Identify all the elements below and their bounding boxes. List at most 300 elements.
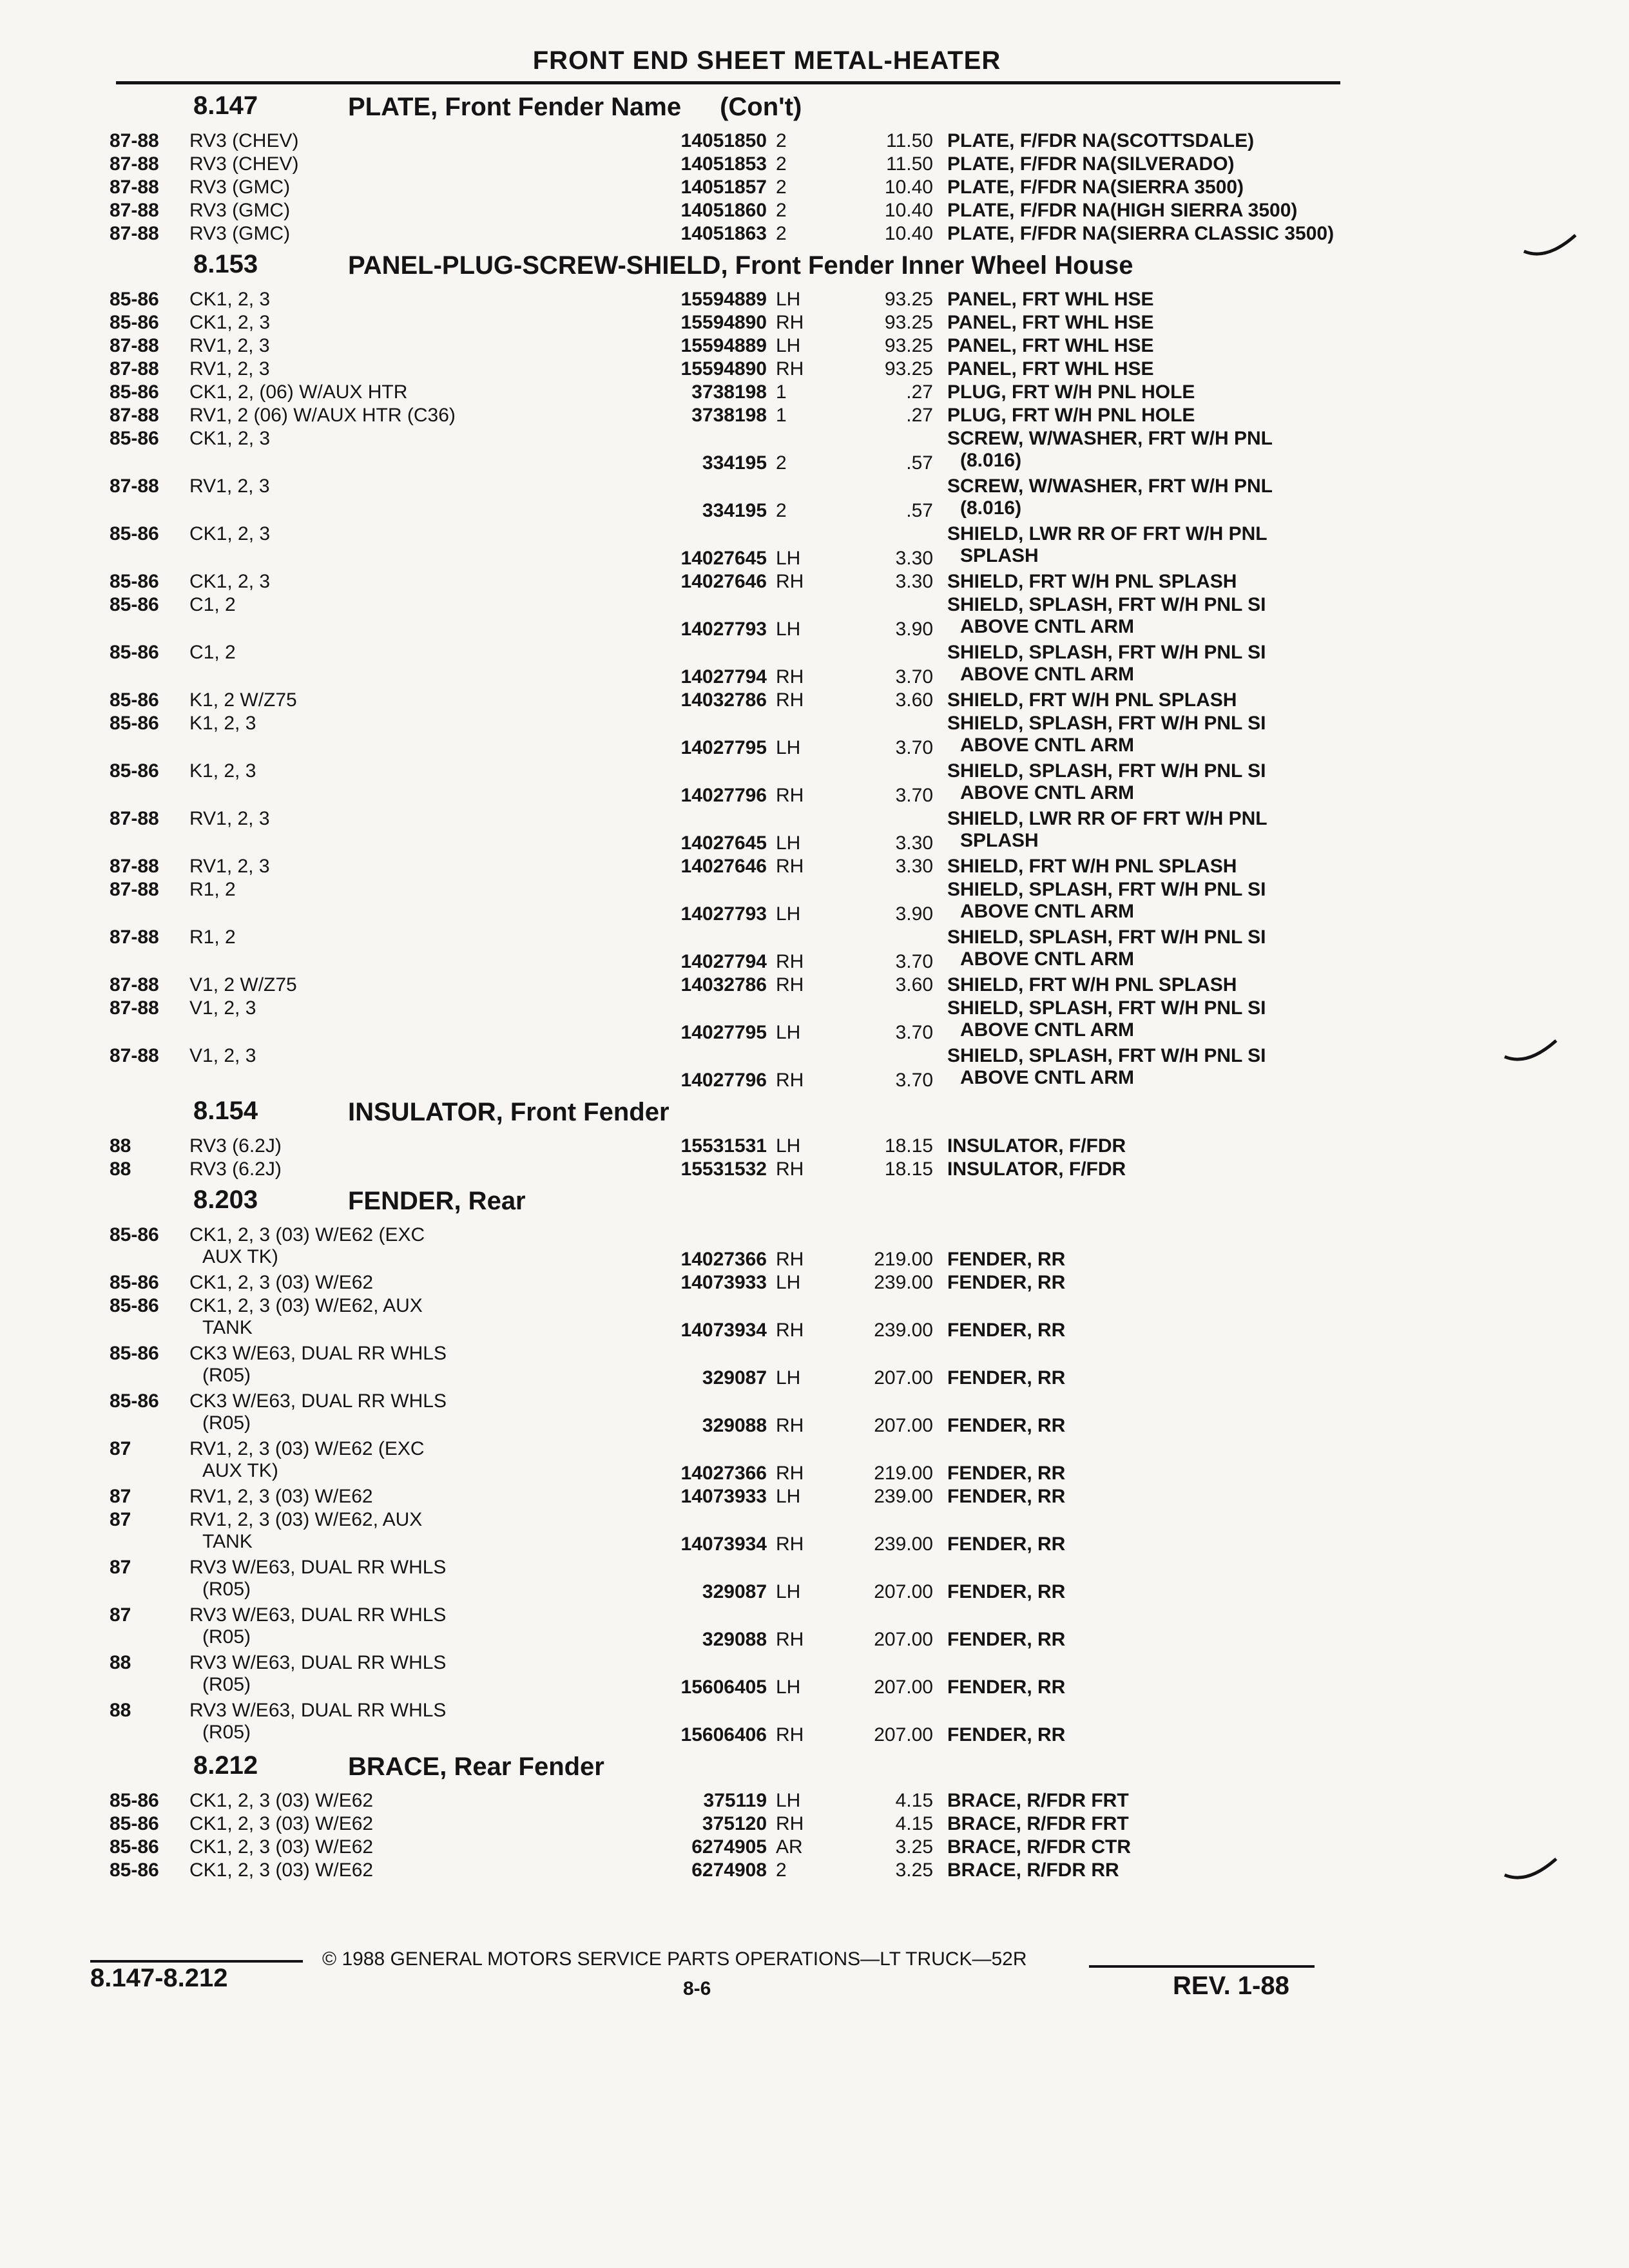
quantity-side: LH [776,1367,801,1389]
application-description [189,713,602,735]
application-text: CK1, 2, 3 [189,571,271,592]
part-name-text: SHIELD, SPLASH, FRT W/H PNL SI [947,594,1266,615]
model-years: 85-86 [110,594,159,615]
parts-row [110,1509,1334,1557]
quantity-side: RH [776,689,804,711]
part-number: 15606406 [680,1724,767,1745]
quantity-side: 2 [776,452,787,474]
model-years: 85-86 [110,571,159,592]
part-number: 14032786 [680,689,767,711]
application-text: RV1, 2, 3 [189,808,270,829]
part-number: 14073933 [680,1486,767,1507]
part-name: PLATE, F/FDR NA(SIERRA CLASSIC 3500) [947,223,1335,244]
model-years: 87-88 [110,808,159,829]
quantity-side: RH [776,856,804,877]
price: 3.25 [895,1860,933,1881]
model-years: 87 [110,1604,131,1626]
model-years: 88 [110,1700,131,1721]
part-name: FENDER, RR [947,1272,1066,1293]
price: 3.70 [895,666,933,687]
part-name: SHIELD, FRT W/H PNL SPLASH [947,571,1237,592]
part-number: 14073933 [680,1272,767,1293]
model-years: 87-88 [110,879,159,900]
part-name [947,713,1437,756]
price: 18.15 [884,1158,933,1180]
section-range: 8.147-8.212 [90,1964,228,1992]
price: 3.30 [895,832,933,854]
application-description [189,927,602,948]
application-description [189,428,602,450]
part-name [947,879,1437,923]
part-number: 15594889 [680,335,767,356]
model-years: 85-86 [110,642,159,663]
part-name-cont: ABOVE CNTL ARM [960,901,1134,922]
parts-row [110,689,1334,713]
part-number: 375120 [702,1813,767,1834]
part-name-cont: ABOVE CNTL ARM [960,948,1134,970]
section-header [110,1182,1334,1224]
quantity-side: LH [776,1677,801,1698]
model-years: 85-86 [110,289,159,310]
quantity-side: LH [776,619,801,640]
part-name-text: SHIELD, LWR RR OF FRT W/H PNL [947,523,1268,544]
price: 3.90 [895,619,933,640]
part-name: FENDER, RR [947,1367,1066,1389]
part-number: 329088 [702,1629,767,1650]
part-name: INSULATOR, F/FDR [947,1158,1126,1180]
price: 219.00 [874,1249,933,1270]
parts-row [110,1343,1334,1390]
part-name [947,428,1437,472]
parts-row [110,289,1334,312]
model-years: 87-88 [110,153,159,175]
price: 10.40 [884,200,933,221]
application-text: K1, 2 W/Z75 [189,689,297,711]
application-text: C1, 2 [189,642,236,663]
quantity-side: LH [776,832,801,854]
part-name [947,808,1437,852]
quantity-side: LH [776,1486,801,1507]
model-years: 88 [110,1158,131,1180]
part-name [947,523,1437,567]
application-text-cont: (R05) [202,1412,251,1434]
price: .57 [906,452,933,474]
parts-row [110,1604,1334,1652]
part-number: 14051857 [680,177,767,198]
application-text: CK1, 2, 3 (03) W/E62 [189,1813,374,1834]
parts-row [110,381,1334,405]
part-name-cont: ABOVE CNTL ARM [960,735,1134,756]
quantity-side: RH [776,1629,804,1650]
application-text: CK1, 2, (06) W/AUX HTR [189,381,408,403]
quantity-side: RH [776,571,804,592]
part-name-text: SHIELD, LWR RR OF FRT W/H PNL [947,808,1268,829]
application-text: RV3 W/E63, DUAL RR WHLS [189,1652,447,1673]
quantity-side: LH [776,1272,801,1293]
parts-row [110,1272,1334,1295]
model-years: 85-86 [110,760,159,782]
parts-row [110,997,1334,1045]
part-number: 14027793 [680,903,767,925]
price: 3.70 [895,737,933,758]
quantity-side: RH [776,785,804,806]
part-name [947,997,1437,1041]
price: 93.25 [884,335,933,356]
part-number: 15594890 [680,358,767,380]
application-description [189,642,602,664]
parts-row [110,523,1334,571]
price: 3.90 [895,903,933,925]
model-years: 85-86 [110,713,159,734]
quantity-side: 2 [776,130,787,151]
model-years: 88 [110,1135,131,1157]
application-text: RV1, 2, 3 (03) W/E62, AUX [189,1509,423,1530]
part-name: FENDER, RR [947,1415,1066,1436]
footer-divider-left [90,1960,303,1963]
part-name [947,594,1437,638]
price: 239.00 [874,1533,933,1555]
price: 207.00 [874,1629,933,1650]
application-text: R1, 2 [189,927,236,948]
part-name-text: SCREW, W/WASHER, FRT W/H PNL [947,428,1273,449]
model-years: 87 [110,1509,131,1530]
price: .27 [906,381,933,403]
quantity-side: 2 [776,1860,787,1881]
quantity-side: RH [776,1813,804,1834]
header-divider [116,81,1340,84]
parts-row [110,1836,1334,1860]
part-number: 14027645 [680,548,767,569]
application-text: RV1, 2, 3 [189,335,270,356]
application-text-cont: AUX TK) [202,1460,278,1481]
application-text: RV3 (CHEV) [189,153,299,175]
part-number: 15531532 [680,1158,767,1180]
application-description [189,476,602,497]
part-name: PLATE, F/FDR NA(SCOTTSDALE) [947,130,1255,151]
application-description [189,523,602,545]
part-number: 14073934 [680,1533,767,1555]
quantity-side: RH [776,1724,804,1745]
price: 10.40 [884,223,933,244]
part-name: PLATE, F/FDR NA(SIERRA 3500) [947,177,1244,198]
parts-row [110,927,1334,974]
model-years: 87-88 [110,335,159,356]
application-text: RV3 (GMC) [189,223,291,244]
part-name [947,642,1437,686]
application-text: V1, 2 W/Z75 [189,974,297,995]
model-years: 87-88 [110,177,159,198]
part-name-cont: ABOVE CNTL ARM [960,1067,1134,1088]
part-number: 15594889 [680,289,767,310]
part-number: 14027795 [680,1022,767,1043]
price: 3.70 [895,1022,933,1043]
parts-row [110,808,1334,856]
price: 10.40 [884,177,933,198]
section-title [348,251,1133,280]
part-name [947,476,1437,519]
quantity-side: RH [776,1158,804,1180]
application-text: RV1, 2, 3 (03) W/E62 [189,1486,373,1507]
page-number: 8-6 [683,1978,711,1999]
quantity-side: 2 [776,500,787,521]
part-name: BRACE, R/FDR FRT [947,1790,1129,1811]
part-name: PLUG, FRT W/H PNL HOLE [947,405,1195,426]
part-number: 14027795 [680,737,767,758]
parts-row [110,1224,1334,1272]
application-text: CK1, 2, 3 [189,289,271,310]
parts-row [110,1557,1334,1604]
part-name: PLATE, F/FDR NA(HIGH SIERRA 3500) [947,200,1298,221]
quantity-side: RH [776,974,804,995]
quantity-side: 2 [776,223,787,244]
application-text: CK1, 2, 3 (03) W/E62 [189,1790,374,1811]
parts-row [110,594,1334,642]
application-text: RV3 (GMC) [189,200,291,221]
part-name-text: SHIELD, SPLASH, FRT W/H PNL SI [947,997,1266,1019]
part-name: PANEL, FRT WHL HSE [947,335,1154,356]
parts-row [110,476,1334,523]
parts-row [110,428,1334,476]
revision-label: REV. 1-88 [1173,1972,1289,2000]
parts-row [110,974,1334,997]
part-number: 15594890 [680,312,767,333]
part-number: 14027645 [680,832,767,854]
model-years: 87-88 [110,405,159,426]
price: 207.00 [874,1415,933,1436]
application-text-cont: (R05) [202,1722,251,1743]
part-name-cont: (8.016) [960,497,1022,519]
price: 3.60 [895,974,933,995]
price: 207.00 [874,1724,933,1745]
parts-row [110,1652,1334,1700]
parts-row [110,1790,1334,1813]
quantity-side: 2 [776,177,787,198]
price: 18.15 [884,1135,933,1157]
quantity-side: RH [776,312,804,333]
application-text: K1, 2, 3 [189,713,256,734]
part-name: BRACE, R/FDR RR [947,1860,1119,1881]
model-years: 85-86 [110,689,159,711]
price: 4.15 [895,1790,933,1811]
model-years: 85-86 [110,381,159,403]
section-header [110,1093,1334,1135]
application-text: V1, 2, 3 [189,1045,256,1066]
application-text: CK1, 2, 3 (03) W/E62 [189,1836,374,1858]
application-text: RV3 (6.2J) [189,1135,282,1157]
quantity-side: LH [776,1022,801,1043]
price: 239.00 [874,1272,933,1293]
parts-row [110,1295,1334,1343]
application-text: RV3 (GMC) [189,177,291,198]
price: 4.15 [895,1813,933,1834]
part-name: FENDER, RR [947,1581,1066,1602]
model-years: 87-88 [110,200,159,221]
part-name: BRACE, R/FDR CTR [947,1836,1131,1858]
section-number: 8.153 [193,250,258,278]
application-text: CK1, 2, 3 (03) W/E62, AUX [189,1295,423,1316]
model-years: 87 [110,1438,131,1459]
part-name: FENDER, RR [947,1533,1066,1555]
parts-row [110,405,1334,428]
model-years: 85-86 [110,523,159,544]
quantity-side: RH [776,1463,804,1484]
application-text: RV1, 2, 3 [189,856,270,877]
part-number: 375119 [703,1790,767,1811]
section-title-text: BRACE, Rear Fender [348,1753,604,1781]
part-name: SHIELD, FRT W/H PNL SPLASH [947,689,1237,711]
price: 207.00 [874,1677,933,1698]
parts-row [110,335,1334,358]
model-years: 85-86 [110,1860,159,1881]
model-years: 87-88 [110,223,159,244]
parts-row [110,1158,1334,1182]
application-description [189,808,602,830]
application-description [189,879,602,901]
price: 207.00 [874,1367,933,1389]
section-title-text: PLATE, Front Fender Name [348,93,682,121]
section-number: 8.203 [193,1186,258,1214]
part-name: PLUG, FRT W/H PNL HOLE [947,381,1195,403]
application-description [189,594,602,616]
part-name: PANEL, FRT WHL HSE [947,289,1154,310]
part-name: PANEL, FRT WHL HSE [947,358,1154,380]
price: 3.25 [895,1836,933,1858]
section-title-text: PANEL-PLUG-SCREW-SHIELD, Front Fender Inner Wheel House [348,251,1133,280]
parts-row [110,856,1334,879]
page-title: FRONT END SHEET METAL-HEATER [532,46,1001,75]
quantity-side: LH [776,1581,801,1602]
price: 3.70 [895,1070,933,1091]
model-years: 85-86 [110,1224,159,1245]
application-text-cont: TANK [202,1531,253,1552]
footer-divider-right [1089,1965,1315,1968]
application-text: RV3 (6.2J) [189,1158,282,1180]
price: .57 [906,500,933,521]
part-number: 14032786 [680,974,767,995]
part-name: SHIELD, FRT W/H PNL SPLASH [947,856,1237,877]
part-number: 15606405 [680,1677,767,1698]
application-text: RV1, 2, 3 [189,476,270,497]
part-number: 14027796 [680,1070,767,1091]
section-number: 8.154 [193,1097,258,1125]
quantity-side: RH [776,358,804,380]
price: 239.00 [874,1486,933,1507]
check-mark-icon [1501,1856,1559,1888]
part-number: 334195 [702,452,767,474]
model-years: 85-86 [110,1343,159,1364]
part-number: 3738198 [691,405,767,426]
quantity-side: 1 [776,381,787,403]
quantity-side: LH [776,548,801,569]
application-text: CK1, 2, 3 [189,523,271,544]
section-header [110,246,1334,289]
model-years: 85-86 [110,1295,159,1316]
application-text-cont: TANK [202,1317,253,1338]
section-title [348,1187,526,1216]
continued-label: (Con't) [720,93,802,121]
parts-row [110,200,1334,223]
application-text: CK3 W/E63, DUAL RR WHLS [189,1390,447,1412]
part-name-text: SCREW, W/WASHER, FRT W/H PNL [947,476,1273,497]
part-number: 14027646 [680,856,767,877]
model-years: 87-88 [110,927,159,948]
price: 3.30 [895,856,933,877]
section-header [110,1747,1334,1790]
parts-listing [110,88,1334,1883]
part-number: 14027366 [680,1249,767,1270]
application-description [189,997,602,1019]
part-number: 6274908 [691,1860,767,1881]
section-title [348,1098,670,1127]
parts-row [110,130,1334,153]
price: 93.25 [884,289,933,310]
application-text-cont: (R05) [202,1674,251,1695]
price: 3.60 [895,689,933,711]
model-years: 87-88 [110,856,159,877]
parts-row [110,1045,1334,1093]
part-number: 14027646 [680,571,767,592]
parts-row [110,642,1334,689]
quantity-side: 1 [776,405,787,426]
application-text: CK1, 2, 3 (03) W/E62 [189,1272,374,1293]
price: 3.70 [895,785,933,806]
part-name: FENDER, RR [947,1463,1066,1484]
price: .27 [906,405,933,426]
part-name [947,927,1437,970]
price: 3.70 [895,951,933,972]
model-years: 85-86 [110,312,159,333]
model-years: 87-88 [110,997,159,1019]
price: 11.50 [886,130,933,151]
quantity-side: LH [776,737,801,758]
parts-row [110,177,1334,200]
part-number: 329087 [702,1367,767,1389]
application-text: CK1, 2, 3 [189,312,271,333]
part-number: 14027796 [680,785,767,806]
application-text: RV1, 2, 3 [189,358,270,380]
price: 3.30 [895,548,933,569]
price: 207.00 [874,1581,933,1602]
price: 93.25 [884,358,933,380]
quantity-side: AR [776,1836,803,1858]
part-number: 14051863 [680,223,767,244]
part-name: SHIELD, FRT W/H PNL SPLASH [947,974,1237,995]
section-title-text: INSULATOR, Front Fender [348,1098,670,1126]
part-name: FENDER, RR [947,1724,1066,1745]
quantity-side: LH [776,1135,801,1157]
section-number: 8.147 [193,91,258,120]
application-text: RV3 W/E63, DUAL RR WHLS [189,1557,447,1578]
parts-row [110,1813,1334,1836]
parts-row [110,1486,1334,1509]
part-number: 14027793 [680,619,767,640]
application-text-cont: (R05) [202,1579,251,1600]
parts-row [110,760,1334,808]
model-years: 85-86 [110,428,159,449]
application-text: K1, 2, 3 [189,760,256,782]
model-years: 87-88 [110,130,159,151]
application-text-cont: AUX TK) [202,1246,278,1267]
model-years: 87-88 [110,974,159,995]
application-text: RV3 W/E63, DUAL RR WHLS [189,1604,447,1626]
part-name-cont: (8.016) [960,450,1022,471]
application-text-cont: (R05) [202,1365,251,1386]
quantity-side: RH [776,951,804,972]
part-name [947,1045,1437,1089]
part-name-cont: ABOVE CNTL ARM [960,616,1134,637]
application-description [189,1045,602,1067]
model-years: 85-86 [110,1790,159,1811]
